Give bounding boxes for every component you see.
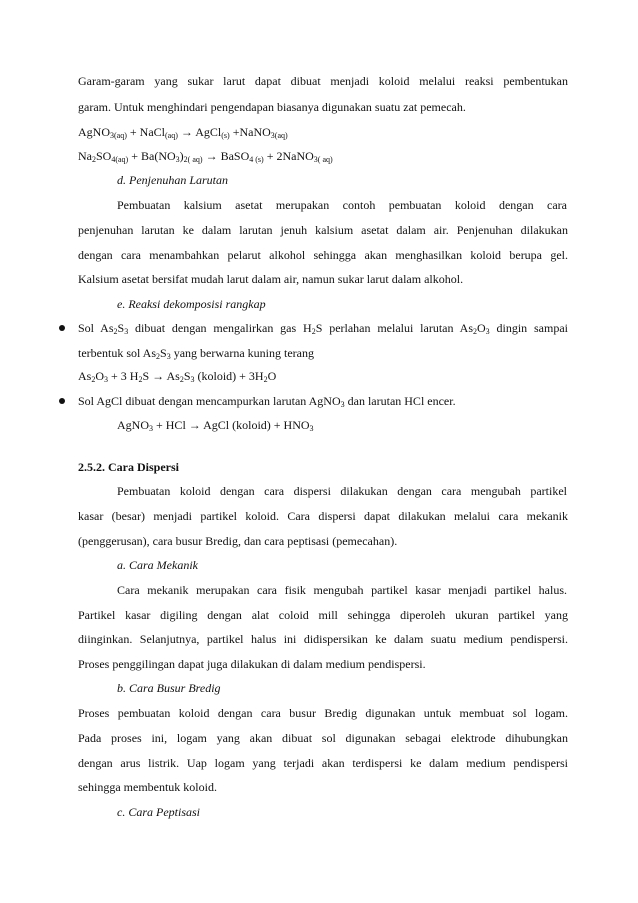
paragraph-line: kasar (besar) menjadi partikel koloid. Cara dispersi dapat dilakukan melalui cara mekanik xyxy=(78,509,568,523)
paragraph-line: Proses penggilingan dapat juga dilakukan di dalam medium pendispersi. xyxy=(78,657,426,671)
equation-agno3-hcl: AgNO$_3$ + HCl → AgCl (koloid) + $HNO_3$ xyxy=(117,418,314,433)
bullet-item-as2s3: Sol $As_2S_3$ dibuat dengan mengalirkan gas $H_2S$ perlahan melalui larutan $As_2O_3$ dingin sampai xyxy=(78,321,568,336)
paragraph-line: penjenuhan larutan ke dalam larutan jenuh kalsium asetat dalam air. Penjenuhan dilakukan xyxy=(78,223,568,237)
paragraph-line: Proses pembuatan koloid dengan cara busur Bredig digunakan untuk membuat sol logam. xyxy=(78,706,568,720)
subheading-mekanik: a. Cara Mekanik xyxy=(117,558,198,572)
bullet-item-continuation: terbentuk sol $As_2S_3$ yang berwarna kuning terang xyxy=(78,346,314,361)
subheading-penjenuhan: d. Penjenuhan Larutan xyxy=(117,173,228,187)
subheading-peptisasi: c. Cara Peptisasi xyxy=(117,805,200,819)
paragraph-line: dengan arus listrik. Uap logam yang terjadi akan terdispersi ke dalam medium pendispersi xyxy=(78,756,568,770)
paragraph-line: (penggerusan), cara busur Bredig, dan cara peptisasi (pemecahan). xyxy=(78,534,398,548)
paragraph-line: garam. Untuk menghindari pengendapan biasanya digunakan suatu zat pemecah. xyxy=(78,100,466,114)
paragraph-line: Kalsium asetat bersifat mudah larut dalam air, namun sukar larut dalam alkohol. xyxy=(78,272,464,286)
bullet-icon xyxy=(59,325,65,331)
bullet-item-agcl: Sol AgCl dibuat dengan mencampurkan larutan AgNO$_3$ dan larutan HCl encer. xyxy=(78,394,456,409)
paragraph-line: dengan cara menambahkan pelarut alkohol sehingga akan menghasilkan koloid berupa gel. xyxy=(78,248,568,262)
subheading-dekomposisi: e. Reaksi dekomposisi rangkap xyxy=(117,297,266,311)
paragraph-line: diinginkan. Selanjutnya, partikel halus ini didispersikan ke dalam suatu medium pendispersi. xyxy=(78,632,568,646)
paragraph-line: Pada proses ini, logam yang akan dibuat sol digunakan sebagai elektrode dihubungkan xyxy=(78,731,568,745)
paragraph-line: sehingga membentuk koloid. xyxy=(78,780,217,794)
subheading-bredig: b. Cara Busur Bredig xyxy=(117,681,221,695)
section-heading: 2.5.2. Cara Dispersi xyxy=(78,460,179,474)
bullet-icon xyxy=(59,398,65,404)
equation-na2so4-bano3: $Na_2SO_{4(aq)} + Ba(NO_3)_{2( aq)}$ → BaSO$_{4 (s)}$ + 2NaNO$_{3( aq)}$ xyxy=(78,149,333,164)
paragraph-line: Garam-garam yang sukar larut dapat dibuat menjadi koloid melalui reaksi pembentukan xyxy=(78,74,568,88)
paragraph-line: Partikel kasar digiling dengan alat coloid mill sehingga diperoleh ukuran partikel yang xyxy=(78,608,568,622)
paragraph-line: Pembuatan kalsium asetat merupakan contoh pembuatan koloid dengan cara xyxy=(117,198,567,212)
paragraph-line: Pembuatan koloid dengan cara dispersi dilakukan dengan cara mengubah partikel xyxy=(117,484,567,498)
equation-agno3-nacl: AgNO$_{3(aq)}$ + NaCl$_{(aq)}$ → AgCl$_{(s)}$ +NaNO$_{3(aq)}$ xyxy=(78,125,288,140)
equation-as2o3-h2s: $As_2O_3 + 3$ $H_2S \to As_2S_3$ (koloid) + $3H_2O$ xyxy=(78,369,277,384)
paragraph-line: Cara mekanik merupakan cara fisik mengubah partikel kasar menjadi partikel halus. xyxy=(117,583,567,597)
